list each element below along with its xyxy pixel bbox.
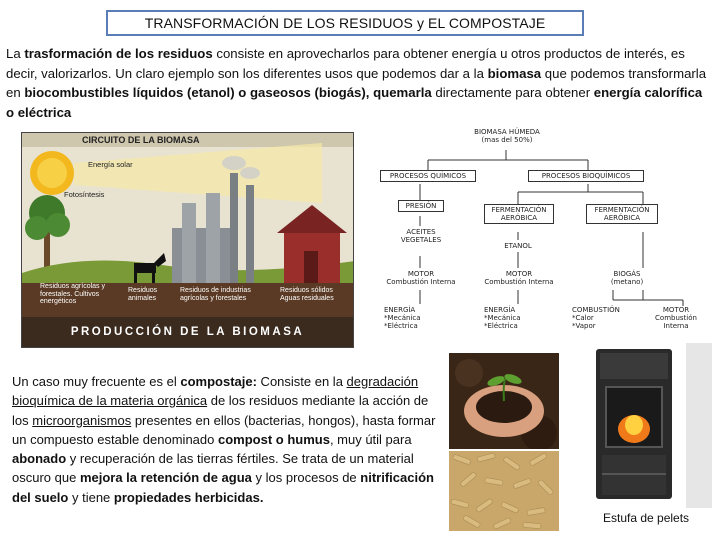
label-residuos-solidos: Residuos sólidos Aguas residuales (280, 287, 334, 302)
intro-text: La (6, 46, 25, 61)
compost-text: de los residuos mediante la acción de los (12, 393, 429, 428)
node-fermentacion-1: FERMENTACIÓN AERÓBICA (484, 204, 554, 224)
compost-hands-image (449, 353, 559, 449)
produccion-biomasa-bar: PRODUCCIÓN DE LA BIOMASA (22, 317, 353, 347)
compost-text: , muy útil para (329, 431, 412, 447)
pellet-stove-image (566, 343, 712, 508)
intro-text: que podemos transformarla en (6, 65, 707, 100)
node-presion: PRESIÓN (398, 200, 444, 212)
biomass-circuit-illustration (21, 132, 354, 348)
compost-text: Un caso muy frecuente es el (12, 374, 181, 389)
intro-paragraph (6, 44, 712, 122)
intro-bold: biomasa (487, 65, 542, 81)
node-energia-2: ENERGÍA *Mecánica *Eléctrica (484, 306, 521, 330)
node-motor-3: MOTOR Combustión Interna (655, 306, 697, 330)
node-aceites-vegetales: ACEITES VEGETALES (400, 228, 442, 244)
compost-bold: propiedades herbicidas. (113, 489, 264, 505)
compost-bold: abonado (12, 451, 67, 467)
node-motor-1: MOTOR Combustión Interna (386, 270, 456, 286)
label-residuos-animales: Residuos animales (128, 287, 158, 302)
compost-text: y tiene (68, 489, 114, 505)
circuit-scene (22, 133, 354, 348)
compost-bold: compostaje: (180, 374, 257, 389)
page-title: TRANSFORMACIÓN DE LOS RESIDUOS y EL COMPOSTAJE (106, 10, 584, 36)
node-motor-2: MOTOR Combustión Interna (484, 270, 554, 286)
intro-bold: trasformación de los residuos (24, 46, 213, 61)
compost-hands-photo (449, 353, 559, 449)
compost-bold: compost o humus (217, 431, 330, 447)
compost-text: Consiste en la (256, 374, 347, 389)
node-biogas: BIOGÁS (metano) (610, 270, 644, 286)
circuit-title: CIRCUITO DE LA BIOMASA (82, 135, 200, 145)
label-energia-solar: Energía solar (88, 160, 133, 169)
compost-bold: nitrificación del suelo (12, 470, 434, 505)
intro-bold: biocombustibles líquidos (etanol) o gaseosos (biogás), quemarla (24, 85, 432, 100)
intro-text: consiste en aprovecharlos para obtener energía u otros productos de interés, es decir, valorizarlos. Un claro ejemplo son los diferentes usos que podemos dar a la (6, 46, 685, 81)
intro-bold: energía calorífica o eléctrica (6, 85, 703, 120)
compost-underline: degradación bioquímica de la materia orgánica (12, 374, 419, 409)
biomass-process-diagram (378, 122, 712, 344)
node-procesos-quimicos: PROCESOS QUÍMICOS (380, 170, 476, 182)
node-energia-1: ENERGÍA *Mecánica *Eléctrica (384, 306, 421, 330)
compost-underline: microorganismos (32, 412, 132, 428)
intro-text: directamente para obtener (431, 85, 594, 100)
node-etanol: ETANOL (504, 242, 532, 250)
pellet-stove-caption: Estufa de pelets (603, 511, 690, 525)
compost-text: y recuperación de las tierras fértiles. Se trata de un material oscuro que (12, 451, 414, 486)
compost-text: y los procesos de (251, 470, 361, 486)
pellets-image (449, 451, 559, 531)
compost-text: presentes en ellos (bacterias, hongos), hasta formar un compuesto estable denominado (12, 412, 436, 447)
label-residuos-industrias: Residuos de industrias agrícolas y forestales (180, 287, 251, 302)
node-fermentacion-2: FERMENTACIÓN AERÓBICA (586, 204, 658, 224)
compost-bold: mejora la retención de agua (79, 470, 252, 486)
label-residuos-agricolas: Residuos agrícolas y forestales. Cultivos energéticos (40, 283, 105, 305)
node-biomasa-humeda: BIOMASA HÚMEDA (mas del 50%) (474, 128, 540, 144)
compost-paragraph (12, 372, 438, 507)
node-combustion: COMBUSTIÓN *Calor *Vapor (572, 306, 620, 330)
label-fotosintesis: Fotosíntesis (64, 190, 105, 199)
pellet-stove-photo (566, 343, 712, 508)
pellets-photo (449, 451, 559, 531)
node-procesos-bioquimicos: PROCESOS BIOQUÍMICOS (528, 170, 644, 182)
